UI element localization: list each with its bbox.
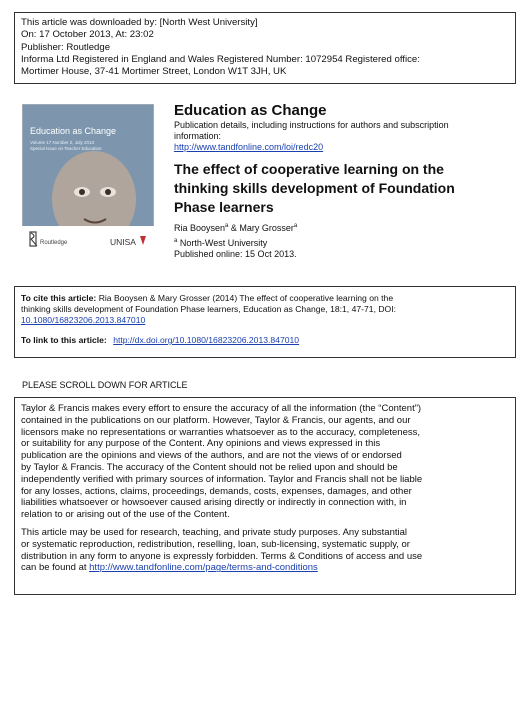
cover-publisher-right: UNISA bbox=[110, 237, 136, 247]
publication-details-cont: information: bbox=[174, 131, 222, 141]
terms-link[interactable]: http://www.tandfonline.com/page/terms-and-conditions bbox=[89, 562, 318, 574]
author-name: Mary Grosser bbox=[239, 223, 294, 233]
cover-subline: Volume 17 Number 2, July 2013 bbox=[30, 140, 95, 145]
citation-box bbox=[14, 286, 516, 358]
article-doi-link[interactable]: http://dx.doi.org/10.1080/16823206.2013.847010 bbox=[113, 335, 300, 345]
affiliation-mark: a bbox=[174, 238, 178, 244]
journal-url-link[interactable]: http://www.tandfonline.com/loi/redc20 bbox=[174, 142, 324, 152]
disclaimer-line: Taylor & Francis makes every effort to ensure the accuracy of all the information (the “Content”) bbox=[21, 403, 422, 414]
journal-cover-image bbox=[22, 104, 154, 254]
affiliation-mark: a bbox=[225, 223, 229, 229]
download-header-box bbox=[14, 12, 516, 84]
cite-text-cont: thinking skills development of Foundation Phase learners, Education as Change, 18:1, 47-71, DOI: bbox=[21, 304, 397, 314]
header-line: This article was downloaded by: [North West University] bbox=[21, 17, 258, 28]
cover-illustration bbox=[22, 104, 154, 254]
disclaimer-line: liabilities whatsoever or howsoever caused arising directly or indirectly in connection with, in bbox=[21, 497, 407, 509]
cite-text: Ria Booysen & Mary Grosser (2014) The effect of cooperative learning on the bbox=[98, 293, 394, 303]
published-date: Published online: 15 Oct 2013. bbox=[174, 249, 297, 259]
article-info bbox=[174, 101, 504, 260]
article-title-line: thinking skills development of Foundation bbox=[174, 180, 455, 196]
link-block bbox=[21, 335, 509, 346]
cite-label: To cite this article: bbox=[21, 293, 97, 303]
affiliation-name: North-West University bbox=[179, 238, 268, 248]
publication-details: Publication details, including instructions for authors and subscription bbox=[174, 120, 449, 130]
disclaimer-line: relation to or arising out of the use of the Content. bbox=[21, 509, 230, 521]
disclaimer-line: by Taylor & Francis. The accuracy of the Content should not be relied upon and should be bbox=[21, 461, 398, 473]
header-line: Mortimer House, 37-41 Mortimer Street, London W1T 3JH, UK bbox=[21, 66, 287, 78]
article-title bbox=[174, 160, 504, 217]
disclaimer-line: licensors make no representations or warranties whatsoever as to the accuracy, completeness, bbox=[21, 426, 421, 438]
affiliation bbox=[174, 236, 504, 249]
disclaimer-line: or suitability for any purpose of the Content. Any opinions and views expressed in this bbox=[21, 438, 381, 450]
article-title-line: The effect of cooperative learning on the bbox=[174, 161, 444, 177]
disclaimer-para-1 bbox=[21, 403, 509, 521]
header-line: Publisher: Routledge bbox=[21, 41, 111, 53]
authors bbox=[174, 221, 504, 234]
author-name: Ria Booysen bbox=[174, 223, 226, 233]
author-separator: & bbox=[228, 223, 240, 233]
disclaimer-line: for any losses, actions, claims, proceedings, demands, costs, expenses, damages, and other bbox=[21, 485, 412, 497]
header-line: Informa Ltd Registered in England and Wales Registered Number: 1072954 Registered office: bbox=[21, 53, 420, 65]
terms-prefix: can be found at bbox=[21, 562, 90, 574]
disclaimer-line: or systematic reproduction, redistribution, reselling, loan, sub-licensing, systematic supply, or bbox=[21, 538, 410, 550]
disclaimer-line: publication are the opinions and views of the authors, and are not the views of or endorsed bbox=[21, 450, 402, 462]
header-line: On: 17 October 2013, At: 23:02 bbox=[21, 29, 154, 41]
affiliation-mark: a bbox=[293, 223, 298, 229]
journal-title: Education as Change bbox=[174, 102, 327, 119]
disclaimer-line: independently verified with primary sources of information. Taylor and Francis shall not be liable bbox=[21, 473, 423, 485]
link-label: To link to this article: bbox=[21, 335, 107, 345]
cover-publisher-left: Routledge bbox=[40, 240, 68, 246]
disclaimer-line-last bbox=[21, 562, 509, 574]
disclaimer-line: distribution in any form to anyone is expressly forbidden. Terms & Conditions of access and use bbox=[21, 550, 423, 562]
disclaimer-para-2 bbox=[21, 527, 509, 574]
disclaimer-line: This article may be used for research, teaching, and private study purposes. Any substantial bbox=[21, 526, 408, 538]
cover-title: Education as Change bbox=[30, 126, 117, 136]
cite-block bbox=[21, 293, 509, 304]
cover-subline: Special Issue on Teacher Education bbox=[30, 146, 102, 151]
disclaimer-line: contained in the publications on our platform. However, Taylor & Francis, our agents, and our bbox=[21, 414, 411, 426]
scroll-notice: PLEASE SCROLL DOWN FOR ARTICLE bbox=[22, 380, 188, 390]
article-title-line: Phase learners bbox=[174, 199, 274, 215]
cite-doi-link[interactable]: 10.1080/16823206.2013.847010 bbox=[21, 315, 146, 325]
disclaimer-box bbox=[14, 397, 516, 595]
